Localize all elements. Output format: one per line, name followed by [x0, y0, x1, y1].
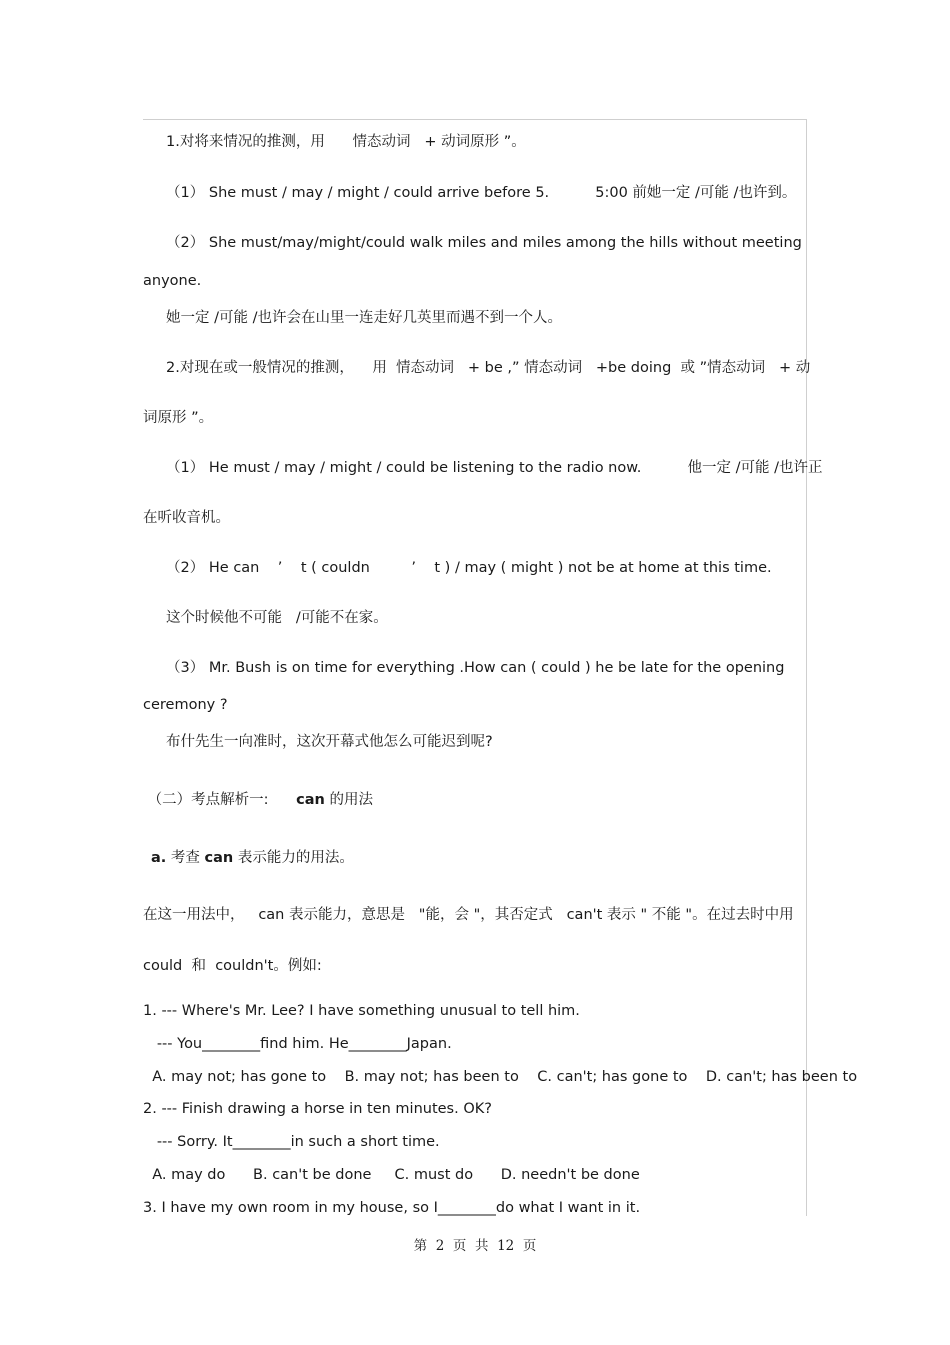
question-1: 1. --- Where's Mr. Lee? I have something unusual to tell him.	[143, 1003, 580, 1019]
point-a-suffix: 表示能力的用法。	[233, 850, 354, 866]
point-a-keyword: can	[204, 850, 234, 866]
point-a-label: a.	[151, 850, 167, 866]
example-2-2: （2） He can ’ t ( couldn ’ t ) / may ( might ) not be at home at this time.	[143, 560, 772, 576]
question-1-dialogue: --- You________find him. He________Japan.	[143, 1036, 452, 1052]
example-2-3: （3） Mr. Bush is on time for everything .How can ( could ) he be late for the opening	[143, 660, 785, 676]
section-heading-prefix: （二）考点解析一:	[143, 792, 297, 808]
point-a-heading	[151, 849, 354, 867]
question-3: 3. I have my own room in my house, so I________do what I want in it.	[143, 1200, 641, 1216]
example-2-3-translation: 布什先生一向准时，这次开幕式他怎么可能迟到呢?	[143, 734, 493, 750]
explanation-line-1: 在这一用法中， can 表示能力，意思是 "能，会 "，其否定式 can't 表示 " 不能 "。在过去时中用	[143, 907, 794, 923]
example-2-1: （1） He must / may / might / could be listening to the radio now. 他一定 /可能 /也许正	[143, 460, 823, 476]
example-2-2-translation: 这个时候他不可能 /可能不在家。	[143, 610, 388, 626]
rule-2-heading: 2.对现在或一般情况的推测， 用 情态动词 + be ,” 情态动词 +be doing 或 ”情态动词 + 动	[143, 360, 811, 376]
explanation-line-2: could 和 couldn't。例如:	[143, 958, 322, 974]
question-2-options: A. may do B. can't be done C. must do D. needn't be done	[143, 1167, 640, 1183]
question-2: 2. --- Finish drawing a horse in ten minutes. OK?	[143, 1101, 492, 1117]
example-1-2-translation: 她一定 /可能 /也许会在山里一连走好几英里而遇不到一个人。	[143, 310, 563, 326]
example-1-2-cont: anyone.	[143, 273, 202, 289]
question-1-options: A. may not; has gone to B. may not; has been to C. can't; has gone to D. can't; has been to	[143, 1069, 858, 1085]
rule-1-heading: 1.对将来情况的推测，用 情态动词 + 动词原形 ”。	[143, 134, 526, 150]
section-heading-suffix: 的用法	[324, 792, 373, 808]
page-footer: 第 2 页 共 12 页	[413, 1238, 537, 1254]
rule-2-heading-cont: 词原形 ”。	[143, 410, 214, 426]
example-2-3-cont: ceremony ?	[143, 697, 228, 713]
section-heading-keyword: can	[296, 792, 325, 808]
question-2-dialogue: --- Sorry. It________in such a short time.	[143, 1134, 440, 1150]
example-1-1: （1） She must / may / might / could arrive before 5. 5:00 前她一定 /可能 /也许到。	[143, 185, 797, 201]
section-heading	[143, 791, 373, 809]
example-1-2: （2） She must/may/might/could walk miles and miles among the hills without meeting	[143, 235, 802, 251]
example-2-1-cont: 在听收音机。	[143, 510, 230, 526]
point-a-mid: 考查	[166, 850, 205, 866]
